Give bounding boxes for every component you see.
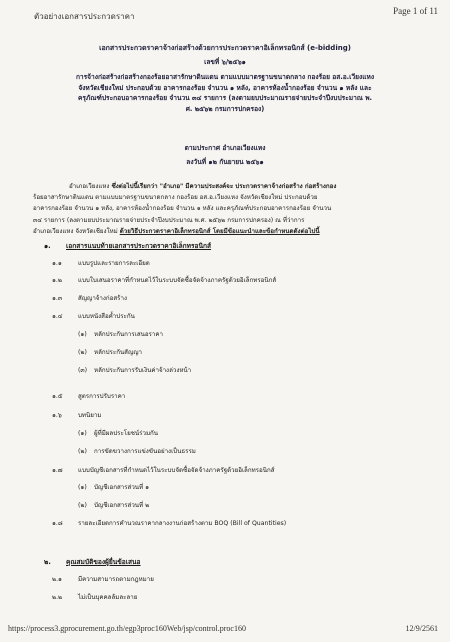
section-title: เอกสารแนบท้ายเอกสารประกวดราคาอิเล็กทรอนิกส์	[66, 242, 212, 250]
section-number: ๑.	[44, 242, 51, 250]
project-line-2: จังหวัดเชียงใหม่ ประกอบด้วย อาคารกองร้อย จำนวน ๑ หลัง, อาคารห้องน้ำกองร้อย จำนวน ๑ หลัง และ	[78, 83, 372, 92]
intro-line-3: อาคารกองร้อย จำนวน ๑ หลัง, อาคารห้องน้ำกองร้อย จำนวน ๑ หลัง และครุภัณฑ์ประกอบอาคารกองร้อย จำนวน	[33, 205, 332, 213]
intro-paragraph	[33, 181, 419, 237]
section-number: ๒.	[44, 558, 51, 566]
intro-line-4: ๓๔ รายการ (ลงตามยบประมาณรายจ่ายประจำปีงบประมาณ พ.ศ. ๒๕๖๒ กรมการปกครอง) ณ ที่ว่าการ	[33, 216, 305, 224]
intro-line-2: ร้อยอาสารักษาดินแดน ตามแบบมาตรฐานขนาดกลาง กองร้อย อส.อ.เวียงแหง จังหวัดเชียงใหม่ ประกอบด้วย	[33, 194, 318, 202]
announcement-date: ลงวันที่ ๑๒ กันยายน ๒๕๖๑	[186, 158, 264, 166]
page-number: Page 1 of 11	[393, 6, 438, 16]
section-2-heading	[44, 556, 424, 566]
project-line-1: การจ้างก่อสร้างก่อสร้างกองร้อยอาสารักษาดินแดน ตามแบบมาตรฐานขนาดกลาง กองร้อย อส.อ.เวียงแหง	[75, 73, 375, 81]
project-line-3: ครุภัณฑ์ประกอบอาคารกองร้อย จำนวน ๓๔ รายการ (ลงตามยบประมาณรายจ่ายประจำปีงบประมาณ พ.	[77, 94, 373, 102]
intro-line-1: ซึ่งต่อไปนี้เรียกว่า "อำเภอ" มีความประสงค์จะ ประกวดราคาจ้างก่อสร้าง ก่อสร้างกอง	[109, 183, 337, 190]
document-title: เอกสารประกวดราคาจ้างก่อสร้างด้วยการประกวดราคาอิเล็กทรอนิกส์ (e-bidding)	[99, 44, 351, 52]
announcement-ref: ตามประกาศ อำเภอเวียงแหง	[184, 144, 266, 152]
section-title: คุณสมบัติของผู้ยื่นข้อเสนอ	[66, 558, 141, 566]
document-page: ตัวอย่างเอกสารประกวดราคา Page 1 of 11 เอกสารประกวดราคาจ้างก่อสร้างด้วยการประกวดราคาอิเล็กทรอนิกส์ (e-bidding) เลขที่ ๖/๒๕๖๑ การจ้างก่อสร้างก่อสร้างกองร้อยอาสารักษาดินแดน ตามแบบมาตรฐานขนาดกลาง กองร้อย อส.อ.เวียงแหง จังหวัดเชียงใหม่ ประกอบด้วย อาคารกองร้อย จำนวน ๑ หลัง, อาคารห้องน้ำกองร้อย จำนวน ๑ หลัง และ ครุภัณฑ์ประกอบอาคารกองร้อย จำนวน ๓๔ รายการ (ลงตามยบประมาณรายจ่ายประจำปีงบประมาณ พ. ศ. ๒๕๖๒ กรมการปกครอง) ตามประกาศ อำเภอเวียงแหง ลงวันที่ ๑๒ กันยายน ๒๕๖๑ อำเภอเวียงแหง ซึ่งต่อไปนี้เรียกว่า "อำเภอ" มีความประสงค์จะ ประกวดราคาจ้างก่อสร้าง ก่อสร้างกอง ร้อยอาสารักษาดินแดน ตามแบบมาตรฐานขนาดกลาง กองร้อย อส.อ.เวียงแหง จังหวัดเชียงใหม่ ประกอบด้วย อาคารกองร้อย จำนวน ๑ หลัง, อาคารห้องน้ำกองร้อย จำนวน ๑ หลัง และครุภัณฑ์ประกอบอาคารกองร้อย จำนวน ๓๔ รายการ (ลงตามยบประมาณรายจ่ายประจำปีงบประมาณ พ.ศ. ๒๕๖๒ กรมการปกครอง) ณ ที่ว่าการ อำเภอเวียงแหง จังหวัดเชียงใหม่ ด้วยวิธีประกวดราคาอิเล็กทรอนิกส์ โดยมีข้อแนะนำและข้อกำหนดดังต่อไปนี้ ๑. เอกสารแนบท้ายเอกสารประกวดราคาอิเล็กทรอนิกส์ ๑.๑ แบบรูปและรายการละเอียด ๑.๒ แบบใบเสนอราคาที่กำหนดไว้ในระบบจัดซื้อจัดจ้างภาครัฐด้วยอิเล็กทรอนิกส์ ๑.๓ สัญญาจ้างก่อสร้าง ๑.๔ แบบหนังสือค้ำประกัน (๑) หลักประกันการเสนอราคา (๒) หลักประกันสัญญา (๓) หลักประกันการรับเงินค่าจ้างล่วงหน้า ๑.๕ สูตรการปรับราคา ๑.๖ บทนิยาม (๑) ผู้ที่มีผลประโยชน์ร่วมกัน (๒) การขัดขวางการแข่งขันอย่างเป็นธรรม ๑.๗ แบบบัญชีเอกสารที่กำหนดไว้ในระบบจัดซื้อจัดจ้างภาครัฐด้วยอิเล็กทรอนิกส์ (๑) บัญชีเอกสารส่วนที่ ๑ (๒) บัญชีเอกสารส่วนที่ ๒ ๑.๘ รายละเอียดการคำนวณราคากลางงานก่อสร้างตาม BOQ (Bill of Quantities) ๒. คุณสมบัติของผู้ยื่นข้อเสนอ ๒.๑ มีความสามารถตามกฎหมาย ๒.๒ ไม่เป็นบุคคลล้มละลาย https://process3.gprocurement.go.th/egp3proc160Web/jsp/control.proc160 12/9/2561	[0, 0, 450, 642]
project-description	[30, 72, 420, 114]
intro-line-5a: อำเภอเวียงแหง จังหวัดเชียงใหม่	[33, 227, 120, 235]
header-label: ตัวอย่างเอกสารประกวดราคา	[34, 12, 135, 21]
footer-date: 12/9/2561	[405, 624, 438, 633]
document-number: เลขที่ ๖/๒๕๖๑	[204, 58, 246, 66]
project-line-4: ศ. ๒๕๖๒ กรมการปกครอง)	[185, 104, 265, 113]
intro-line-5b: ด้วยวิธีประกวดราคาอิเล็กทรอนิกส์ โดยมีข้อแนะนำและข้อกำหนดดังต่อไปนี้	[119, 227, 320, 235]
footer-url[interactable]: https://process3.gprocurement.go.th/egp3proc160Web/jsp/control.proc160	[8, 624, 246, 633]
intro-lead: อำเภอเวียงแหง	[69, 183, 110, 190]
section-1-heading	[44, 240, 424, 250]
